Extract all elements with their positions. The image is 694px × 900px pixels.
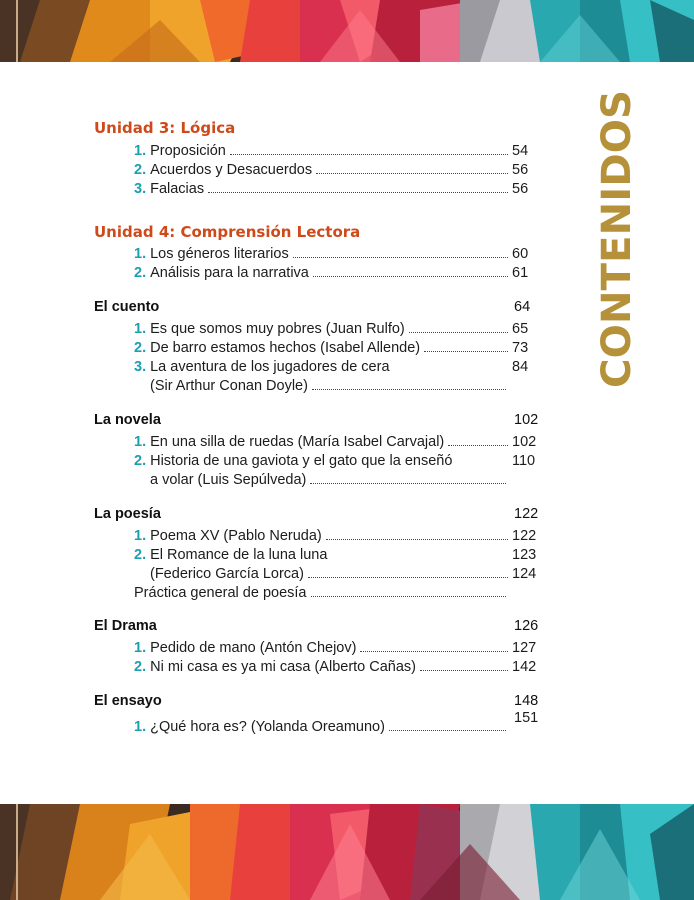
- section-title-ensayo: El ensayo: [94, 693, 162, 709]
- toc-row[interactable]: [134, 544, 540, 563]
- item-page: 123: [512, 547, 537, 563]
- item-label: Pedido de mano (Antón Chejov): [150, 640, 357, 656]
- toc-row[interactable]: [134, 716, 510, 735]
- item-page: 84: [512, 359, 529, 375]
- section-page: 102: [514, 412, 539, 428]
- item-label: a volar (Luis Sepúlveda): [150, 472, 307, 488]
- item-page: 73: [512, 340, 529, 356]
- item-number: 1.: [134, 143, 147, 159]
- toc-row[interactable]: [134, 262, 534, 281]
- item-number: 3.: [134, 359, 147, 375]
- item-label: ¿Qué hora es? (Yolanda Oreamuno): [150, 719, 385, 735]
- item-label: El Romance de la luna luna: [150, 547, 328, 563]
- item-number: 1.: [134, 434, 147, 450]
- item-number: 2.: [134, 453, 147, 469]
- dotted-leader: [316, 173, 508, 174]
- unit-3-title: Unidad 3: Lógica: [94, 119, 236, 137]
- section-title-drama: El Drama: [94, 618, 157, 634]
- item-label: (Sir Arthur Conan Doyle): [150, 378, 308, 394]
- item-label: Proposición: [150, 143, 226, 159]
- item-label: Poema XV (Pablo Neruda): [150, 528, 322, 544]
- item-label: Los géneros literarios: [150, 246, 289, 262]
- section-page: 122: [514, 506, 539, 522]
- toc-row[interactable]: [134, 637, 540, 656]
- dotted-leader: [208, 192, 508, 193]
- dotted-leader: [326, 539, 508, 540]
- side-title-text: CONTENIDOS: [594, 92, 640, 388]
- item-page: 56: [512, 162, 529, 178]
- item-label: De barro estamos hechos (Isabel Allende): [150, 340, 421, 356]
- item-label: (Federico García Lorca): [150, 566, 304, 582]
- section-page: 64: [514, 299, 531, 315]
- section-title-novela: La novela: [94, 412, 161, 428]
- item-label: Falacias: [150, 181, 205, 197]
- item-page: 54: [512, 143, 529, 159]
- unit-4-title: Unidad 4: Comprensión Lectora: [94, 223, 361, 241]
- item-label: Ni mi casa es ya mi casa (Alberto Cañas): [150, 659, 417, 675]
- item-page: 151: [514, 710, 539, 726]
- item-page: 124: [512, 566, 537, 582]
- item-number: 2.: [134, 547, 147, 563]
- item-page: 60: [512, 246, 529, 262]
- item-number: 1.: [134, 246, 147, 262]
- dotted-leader: [230, 154, 508, 155]
- item-label: Análisis para la narrativa: [150, 265, 309, 281]
- toc-row[interactable]: [134, 243, 534, 262]
- item-number: 2.: [134, 659, 147, 675]
- item-label: Historia de una gaviota y el gato que la enseñó: [150, 453, 453, 469]
- toc-row[interactable]: [134, 159, 534, 178]
- toc-row[interactable]: [134, 140, 534, 159]
- dotted-leader: [448, 445, 508, 446]
- polygon-pattern-bottom: [0, 804, 694, 900]
- toc-row[interactable]: [134, 450, 540, 469]
- dotted-leader: [424, 351, 508, 352]
- toc-row[interactable]: [134, 318, 534, 337]
- item-page: 61: [512, 265, 529, 281]
- item-number: 1.: [134, 321, 147, 337]
- dotted-leader: [308, 577, 508, 578]
- section-page: 148: [514, 693, 539, 709]
- item-number: 3.: [134, 181, 147, 197]
- item-page: 142: [512, 659, 537, 675]
- item-number: 2.: [134, 265, 147, 281]
- dotted-leader: [409, 332, 508, 333]
- toc-row[interactable]: [134, 337, 534, 356]
- dotted-leader: [360, 651, 508, 652]
- item-label: Es que somos muy pobres (Juan Rulfo): [150, 321, 405, 337]
- toc-row-continuation[interactable]: [150, 563, 540, 582]
- item-label: En una silla de ruedas (María Isabel Carvajal): [150, 434, 445, 450]
- dotted-leader: [293, 257, 508, 258]
- toc-row[interactable]: [134, 356, 534, 375]
- item-page: 65: [512, 321, 529, 337]
- dotted-leader: [389, 730, 506, 731]
- dotted-leader: [420, 670, 508, 671]
- item-number: 1.: [134, 719, 147, 735]
- item-page: 56: [512, 181, 529, 197]
- toc-row-continuation[interactable]: [150, 375, 510, 394]
- bottom-decorative-banner: [0, 804, 694, 900]
- section-page: 126: [514, 618, 539, 634]
- toc-row[interactable]: [134, 656, 540, 675]
- dotted-leader: [310, 483, 506, 484]
- section-title-cuento: El cuento: [94, 299, 160, 315]
- toc-row[interactable]: [134, 582, 510, 601]
- toc-row-continuation[interactable]: [150, 469, 510, 488]
- item-number: 2.: [134, 162, 147, 178]
- toc-row[interactable]: [134, 431, 540, 450]
- item-number: 1.: [134, 528, 147, 544]
- item-page: 127: [512, 640, 537, 656]
- item-label: Acuerdos y Desacuerdos: [150, 162, 313, 178]
- item-number: 1.: [134, 640, 147, 656]
- dotted-leader: [312, 389, 506, 390]
- item-page: 122: [512, 528, 537, 544]
- dotted-leader: [313, 276, 508, 277]
- section-title-poesia: La poesía: [94, 506, 161, 522]
- toc-row[interactable]: [134, 525, 540, 544]
- dotted-leader: [311, 596, 507, 597]
- item-number: 2.: [134, 340, 147, 356]
- item-page: 102: [512, 434, 537, 450]
- toc-row[interactable]: [134, 178, 534, 197]
- item-label: Práctica general de poesía: [134, 585, 307, 601]
- item-label: La aventura de los jugadores de cera: [150, 359, 390, 375]
- item-page: 110: [512, 453, 536, 469]
